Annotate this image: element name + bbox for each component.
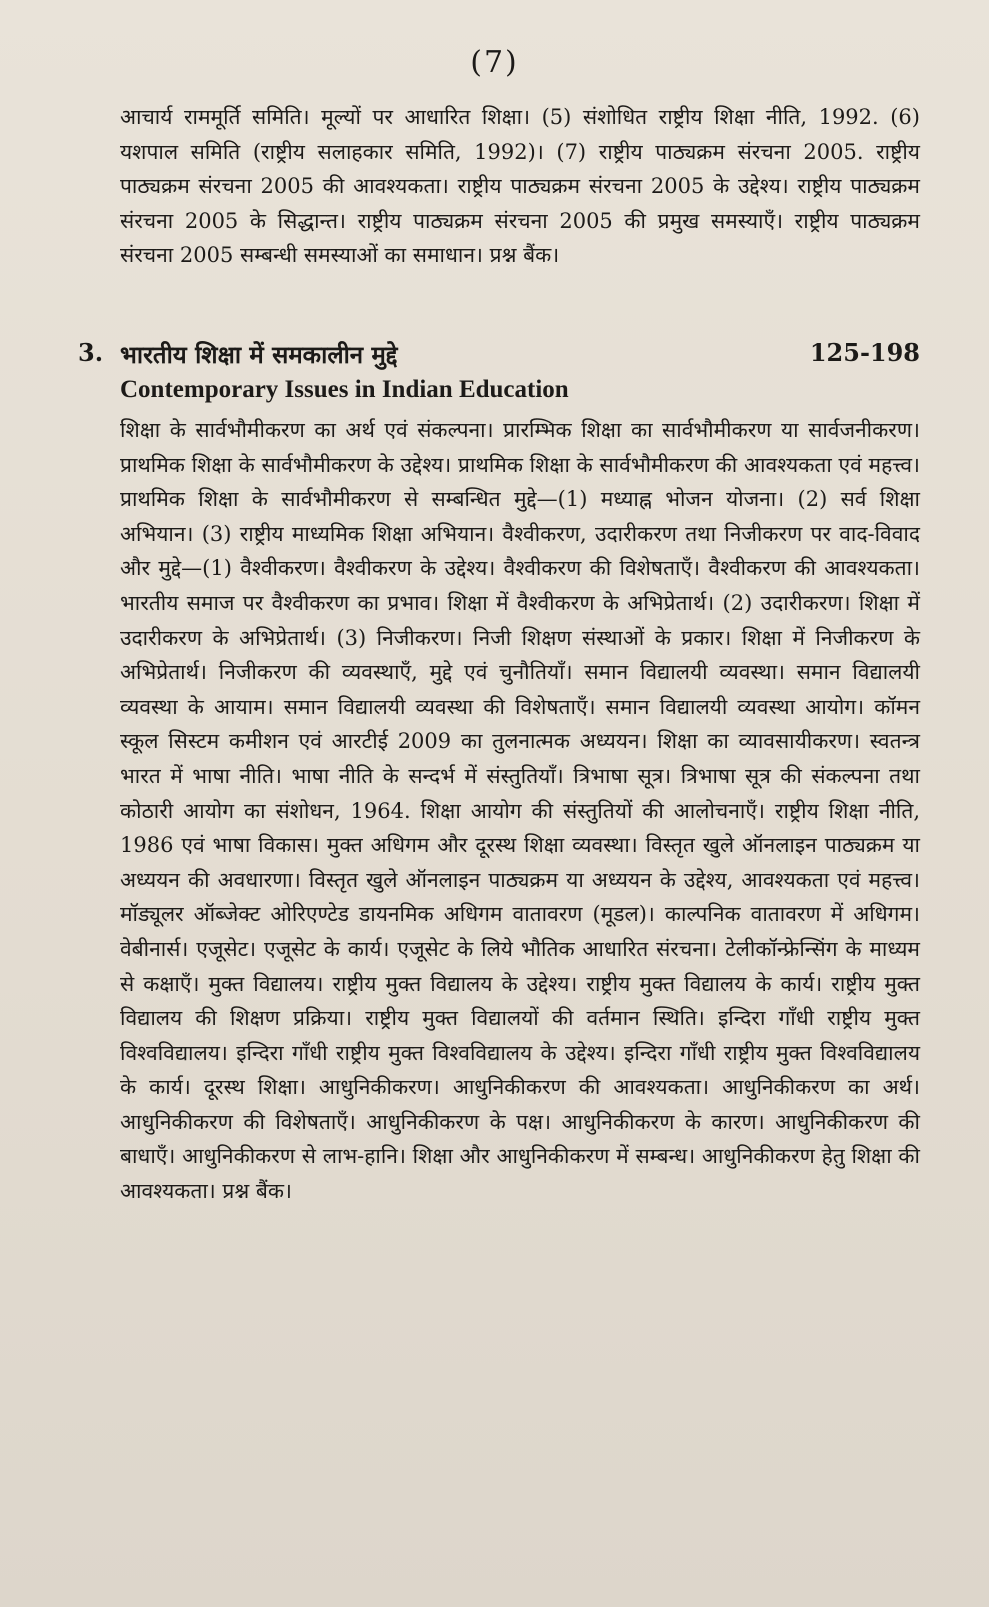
chapter-heading [78,338,920,378]
chapter-title-english: Contemporary Issues in Indian Education [120,376,569,403]
page-number: (7) [470,45,519,80]
chapter-title-hindi: भारतीय शिक्षा में समकालीन मुद्दे [120,340,398,369]
intro-paragraph: आचार्य राममूर्ति समिति। मूल्यों पर आधारित शिक्षा। (5) संशोधित राष्ट्रीय शिक्षा नीति, 1992. (6) यशपाल समिति (राष्ट्रीय सलाहकार समिति, 1992)। (7) राष्ट्रीय पाठ्यक्रम संरचना 2005. राष्ट्रीय पाठ्यक्रम संरचना 2005 की आवश्यकता। राष्ट्रीय पाठ्यक्रम संरचना 2005 के उद्देश्य। राष्ट्रीय पाठ्यक्रम संरचना 2005 के सिद्धान्त। राष्ट्रीय पाठ्यक्रम संरचना 2005 की प्रमुख समस्याएँ। राष्ट्रीय पाठ्यक्रम संरचना 2005 सम्बन्धी समस्याओं का समाधान। प्रश्न बैंक। [120,105,920,268]
chapter-contents-paragraph: शिक्षा के सार्वभौमीकरण का अर्थ एवं संकल्पना। प्रारम्भिक शिक्षा का सार्वभौमीकरण या सार्वजनीकरण। प्राथमिक शिक्षा के सार्वभौमीकरण के उद्देश्य। प्राथमिक शिक्षा के सार्वभौमीकरण की आवश्यकता एवं महत्त्व। प्राथमिक शिक्षा के सार्वभौमीकरण से सम्बन्धित मुद्दे—(1) मध्याह्न भोजन योजना। (2) सर्व शिक्षा अभियान। (3) राष्ट्रीय माध्यमिक शिक्षा अभियान। वैश्वीकरण, उदारीकरण तथा निजीकरण पर वाद-विवाद और मुद्दे—(1) वैश्वीकरण। वैश्वीकरण के उद्देश्य। वैश्वीकरण की विशेषताएँ। वैश्वीकरण की आवश्यकता। भारतीय समाज पर वैश्वीकरण का प्रभाव। शिक्षा में वैश्वीकरण के अभिप्रेतार्थ। (2) उदारीकरण। शिक्षा में उदारीकरण के अभिप्रेतार्थ। (3) निजीकरण। निजी शिक्षण संस्थाओं के प्रकार। शिक्षा में निजीकरण के अभिप्रेतार्थ। निजीकरण की व्यवस्थाएँ, मुद्दे एवं चुनौतियाँ। समान विद्यालयी व्यवस्था। समान विद्यालयी व्यवस्था के आयाम। समान विद्यालयी व्यवस्था की विशेषताएँ। समान विद्यालयी व्यवस्था आयोग। कॉमन स्कूल सिस्टम कमीशन एवं आरटीई 2009 का तुलनात्मक अध्ययन। शिक्षा का व्यावसायीकरण। स्वतन्त्र भारत में भाषा नीति। भाषा नीति के सन्दर्भ में संस्तुतियाँ। त्रिभाषा सूत्र। त्रिभाषा सूत्र की संकल्पना तथा कोठारी आयोग का संशोधन, 1964. शिक्षा आयोग की संस्तुतियों की आलोचनाएँ। राष्ट्रीय शिक्षा नीति, 1986 एवं भाषा विकास। मुक्त अधिगम और दूरस्थ शिक्षा व्यवस्था। विस्तृत खुले ऑनलाइन पाठ्यक्रम या अध्ययन की अवधारणा। विस्तृत खुले ऑनलाइन पाठ्यक्रम या अध्ययन के उद्देश्य, आवश्यकता एवं महत्त्व। मॉड्यूलर ऑब्जेक्ट ओरिएण्टेड डायनमिक अधिगम वातावरण (मूडल)। काल्पनिक वातावरण में अधिगम। वेबीनार्स। एजूसेट। एजूसेट के कार्य। एजूसेट के लिये भौतिक आधारित संरचना। टेलीकॉन्फ्रेन्सिंग के माध्यम से कक्षाएँ। मुक्त विद्यालय। राष्ट्रीय मुक्त विद्यालय के उद्देश्य। राष्ट्रीय मुक्त विद्यालय के कार्य। राष्ट्रीय मुक्त विद्यालय की शिक्षण प्रक्रिया। राष्ट्रीय मुक्त विद्यालयों की वर्तमान स्थिति। इन्दिरा गाँधी राष्ट्रीय मुक्त विश्वविद्यालय। इन्दिरा गाँधी राष्ट्रीय मुक्त विश्वविद्यालय के उद्देश्य। इन्दिरा गाँधी राष्ट्रीय मुक्त विश्वविद्यालय के कार्य। दूरस्थ शिक्षा। आधुनिकीकरण। आधुनिकीकरण की आवश्यकता। आधुनिकीकरण का अर्थ। आधुनिकीकरण की विशेषताएँ। आधुनिकीकरण के पक्ष। आधुनिकीकरण के कारण। आधुनिकीकरण की बाधाएँ। आधुनिकीकरण से लाभ-हानि। शिक्षा और आधुनिकीकरण में सम्बन्ध। आधुनिकीकरण हेतु शिक्षा की आवश्यकता। प्रश्न बैंक। [120,418,920,1204]
chapter-page-range: 125-198 [809,338,920,367]
chapter-number: 3. [78,338,104,367]
